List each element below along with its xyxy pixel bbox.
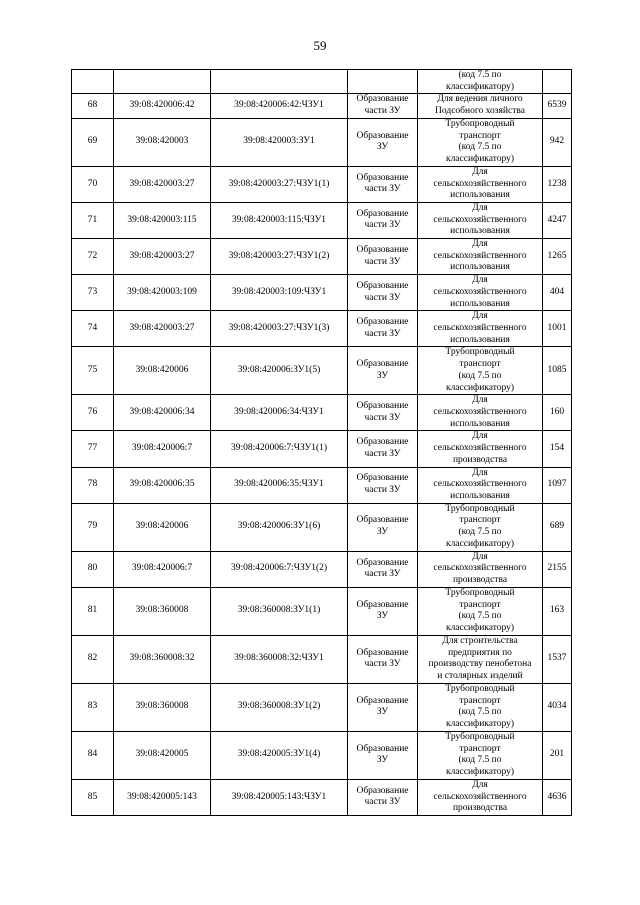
cell-num: 73 xyxy=(72,275,114,311)
purpose-line: классификатору) xyxy=(445,719,515,729)
formation-type-line: Образование xyxy=(356,599,409,610)
purpose-line: сельскохозяйственного xyxy=(433,479,527,490)
cell-new-plot: 39:08:420006:ЗУ1(5) xyxy=(211,347,348,395)
cell-source-plot: 39:08:420005 xyxy=(114,731,211,779)
formation-type-line: Образование xyxy=(356,515,409,526)
formation-type-line: части ЗУ xyxy=(364,797,401,808)
formation-type-line: Образование xyxy=(356,359,409,370)
cell-new-plot: 39:08:420003:27:ЧЗУ1(1) xyxy=(211,166,348,202)
cell-purpose xyxy=(418,551,543,587)
cell-new-plot: 39:08:420003:109:ЧЗУ1 xyxy=(211,275,348,311)
cell-new-plot: 39:08:420003:27:ЧЗУ1(3) xyxy=(211,311,348,347)
formation-type-line: части ЗУ xyxy=(364,449,401,460)
cell-source-plot xyxy=(114,70,211,94)
table-row xyxy=(72,118,572,166)
purpose-line: использования xyxy=(450,298,510,309)
formation-type-line: Образование xyxy=(356,94,409,105)
formation-type-line: Образование xyxy=(356,401,409,412)
cell-num: 74 xyxy=(72,311,114,347)
cell-source-plot: 39:08:360008:32 xyxy=(114,635,211,683)
cell-num: 80 xyxy=(72,551,114,587)
formation-type-line: части ЗУ xyxy=(364,569,401,580)
cell-formation-type xyxy=(348,587,418,635)
purpose-line: Для xyxy=(472,779,488,790)
purpose-line: производства xyxy=(452,803,508,814)
cell-purpose xyxy=(418,635,543,683)
table-row-continuation xyxy=(72,70,572,94)
cell-num: 84 xyxy=(72,731,114,779)
cell-num: 76 xyxy=(72,395,114,431)
purpose-line: классификатору) xyxy=(445,623,515,633)
purpose-line: и столярных изделий xyxy=(437,671,523,681)
cell-area: 1097 xyxy=(543,467,572,503)
cell-new-plot xyxy=(211,70,348,94)
cell-new-plot: 39:08:420006:ЗУ1(6) xyxy=(211,503,348,551)
cell-area: 160 xyxy=(543,395,572,431)
cell-formation-type xyxy=(348,166,418,202)
table-row xyxy=(72,635,572,683)
purpose-line: классификатору) xyxy=(445,154,515,165)
table-body xyxy=(72,70,572,816)
cell-purpose xyxy=(418,347,543,395)
formation-type-line: части ЗУ xyxy=(364,256,401,267)
purpose-line: транспорт xyxy=(459,599,501,610)
cell-new-plot: 39:08:420006:34:ЧЗУ1 xyxy=(211,395,348,431)
purpose-line: (код 7.5 по xyxy=(458,611,502,622)
cell-new-plot: 39:08:420006:42:ЧЗУ1 xyxy=(211,94,348,118)
purpose-line: (код 7.5 по xyxy=(458,142,502,153)
formation-type-line: Образование xyxy=(356,208,409,219)
cell-num: 70 xyxy=(72,166,114,202)
purpose-line: предприятия по xyxy=(448,647,512,658)
cell-formation-type xyxy=(348,683,418,731)
cell-new-plot: 39:08:420006:7:ЧЗУ1(1) xyxy=(211,431,348,467)
cell-formation-type xyxy=(348,635,418,683)
formation-type-line: части ЗУ xyxy=(364,106,401,117)
cell-source-plot: 39:08:420003:109 xyxy=(114,275,211,311)
cell-area: 1265 xyxy=(543,239,572,275)
cell-source-plot: 39:08:420003:27 xyxy=(114,166,211,202)
formation-type-line: части ЗУ xyxy=(364,220,401,231)
table-row xyxy=(72,431,572,467)
cell-num: 69 xyxy=(72,118,114,166)
formation-type-line: Образование xyxy=(356,743,409,754)
cell-formation-type xyxy=(348,347,418,395)
table-row xyxy=(72,779,572,815)
purpose-line: транспорт xyxy=(459,695,501,706)
cell-source-plot: 39:08:420003:115 xyxy=(114,202,211,238)
cell-purpose xyxy=(418,587,543,635)
cell-purpose xyxy=(418,467,543,503)
formation-type-line: ЗУ xyxy=(376,755,389,766)
cell-num: 78 xyxy=(72,467,114,503)
cell-num: 83 xyxy=(72,683,114,731)
cell-num: 81 xyxy=(72,587,114,635)
formation-type-line: Образование xyxy=(356,244,409,255)
cell-area: 6539 xyxy=(543,94,572,118)
purpose-line: Трубопроводный xyxy=(445,347,515,358)
cell-purpose xyxy=(418,202,543,238)
cell-formation-type xyxy=(348,503,418,551)
cell-new-plot: 39:08:420005:ЗУ1(4) xyxy=(211,731,348,779)
cell-purpose xyxy=(418,395,543,431)
cell-area: 1085 xyxy=(543,347,572,395)
cell-source-plot: 39:08:420006:7 xyxy=(114,551,211,587)
purpose-line: Для ведения личного xyxy=(437,94,523,105)
table-row xyxy=(72,275,572,311)
cell-num: 82 xyxy=(72,635,114,683)
formation-type-line: части ЗУ xyxy=(364,184,401,195)
cell-purpose xyxy=(418,239,543,275)
formation-type-line: ЗУ xyxy=(376,142,389,153)
cell-formation-type xyxy=(348,202,418,238)
cell-formation-type xyxy=(348,239,418,275)
purpose-line: Для xyxy=(472,311,488,322)
purpose-line: Трубопроводный xyxy=(445,118,515,129)
cell-num: 77 xyxy=(72,431,114,467)
table-row xyxy=(72,467,572,503)
cell-purpose xyxy=(418,431,543,467)
purpose-line: использования xyxy=(450,190,510,201)
table-row xyxy=(72,239,572,275)
formation-type-line: части ЗУ xyxy=(364,412,401,423)
cell-area: 4247 xyxy=(543,202,572,238)
cell-area: 163 xyxy=(543,587,572,635)
cell-source-plot: 39:08:420006:34 xyxy=(114,395,211,431)
cell-source-plot: 39:08:420006 xyxy=(114,347,211,395)
purpose-line: Для строительства xyxy=(442,635,518,646)
cell-area: 689 xyxy=(543,503,572,551)
purpose-line: транспорт xyxy=(459,743,501,754)
cell-source-plot: 39:08:360008 xyxy=(114,587,211,635)
cell-num xyxy=(72,70,114,94)
cell-num: 85 xyxy=(72,779,114,815)
purpose-line: Подсобного хозяйства xyxy=(435,106,525,117)
cell-purpose xyxy=(418,275,543,311)
formation-type-line: Образование xyxy=(356,437,409,448)
purpose-line: Для xyxy=(472,431,488,442)
purpose-line: производства xyxy=(452,454,508,465)
purpose-line: Для xyxy=(472,395,488,406)
formation-type-line: части ЗУ xyxy=(364,328,401,339)
purpose-line: сельскохозяйственного xyxy=(433,286,527,297)
cell-area: 4034 xyxy=(543,683,572,731)
purpose-line: классификатору) xyxy=(445,81,515,92)
purpose-line: Для xyxy=(472,467,488,478)
purpose-line: Для xyxy=(472,239,488,250)
table-row xyxy=(72,731,572,779)
cell-formation-type xyxy=(348,70,418,94)
purpose-line: сельскохозяйственного xyxy=(433,443,527,454)
cell-formation-type xyxy=(348,551,418,587)
formation-type-line: части ЗУ xyxy=(364,485,401,496)
table-row xyxy=(72,683,572,731)
cell-area: 404 xyxy=(543,275,572,311)
cell-area: 4636 xyxy=(543,779,572,815)
formation-type-line: Образование xyxy=(356,280,409,291)
purpose-line: использования xyxy=(450,262,510,273)
formation-type-line: ЗУ xyxy=(376,527,389,538)
purpose-line: использования xyxy=(450,418,510,429)
purpose-line: Для xyxy=(472,166,488,177)
purpose-line: сельскохозяйственного xyxy=(433,791,527,802)
purpose-line: классификатору) xyxy=(445,767,515,777)
purpose-line: Для xyxy=(472,551,488,562)
cell-area: 154 xyxy=(543,431,572,467)
formation-type-line: Образование xyxy=(356,473,409,484)
cell-purpose xyxy=(418,311,543,347)
cell-formation-type xyxy=(348,311,418,347)
table-row xyxy=(72,94,572,118)
cell-purpose xyxy=(418,166,543,202)
purpose-line: (код 7.5 по xyxy=(458,527,502,538)
purpose-line: транспорт xyxy=(459,515,501,526)
purpose-line: Для xyxy=(472,202,488,213)
cell-purpose xyxy=(418,70,543,94)
table-row xyxy=(72,587,572,635)
purpose-line: (код 7.5 по xyxy=(458,70,502,80)
cell-source-plot: 39:08:420006:42 xyxy=(114,94,211,118)
cell-new-plot: 39:08:420006:7:ЧЗУ1(2) xyxy=(211,551,348,587)
land-plots-table xyxy=(71,69,572,816)
purpose-line: Трубопроводный xyxy=(445,683,515,694)
purpose-line: использования xyxy=(450,226,510,237)
cell-source-plot: 39:08:420005:143 xyxy=(114,779,211,815)
table-row xyxy=(72,311,572,347)
table-row xyxy=(72,395,572,431)
formation-type-line: части ЗУ xyxy=(364,292,401,303)
cell-source-plot: 39:08:420006:7 xyxy=(114,431,211,467)
purpose-line: сельскохозяйственного xyxy=(433,250,527,261)
cell-source-plot: 39:08:420006:35 xyxy=(114,467,211,503)
cell-formation-type xyxy=(348,94,418,118)
cell-new-plot: 39:08:420005:143:ЧЗУ1 xyxy=(211,779,348,815)
formation-type-line: Образование xyxy=(356,695,409,706)
purpose-line: Для xyxy=(472,275,488,286)
cell-source-plot: 39:08:420003:27 xyxy=(114,311,211,347)
cell-area: 1238 xyxy=(543,166,572,202)
cell-new-plot: 39:08:360008:ЗУ1(2) xyxy=(211,683,348,731)
cell-area: 1001 xyxy=(543,311,572,347)
formation-type-line: Образование xyxy=(356,317,409,328)
cell-area xyxy=(543,70,572,94)
purpose-line: производству пенобетона xyxy=(428,659,532,670)
cell-source-plot: 39:08:360008 xyxy=(114,683,211,731)
purpose-line: (код 7.5 по xyxy=(458,755,502,766)
purpose-line: классификатору) xyxy=(445,382,515,393)
purpose-line: Трубопроводный xyxy=(445,587,515,598)
purpose-line: Трубопроводный xyxy=(445,503,515,514)
cell-area: 2155 xyxy=(543,551,572,587)
formation-type-line: Образование xyxy=(356,557,409,568)
cell-new-plot: 39:08:420006:35:ЧЗУ1 xyxy=(211,467,348,503)
formation-type-line: ЗУ xyxy=(376,611,389,622)
cell-purpose xyxy=(418,118,543,166)
purpose-line: сельскохозяйственного xyxy=(433,407,527,418)
formation-type-line: ЗУ xyxy=(376,370,389,381)
cell-purpose xyxy=(418,731,543,779)
purpose-line: сельскохозяйственного xyxy=(433,563,527,574)
formation-type-line: части ЗУ xyxy=(364,659,401,670)
cell-formation-type xyxy=(348,431,418,467)
cell-formation-type xyxy=(348,467,418,503)
cell-formation-type xyxy=(348,731,418,779)
formation-type-line: Образование xyxy=(356,785,409,796)
table-row xyxy=(72,347,572,395)
cell-num: 75 xyxy=(72,347,114,395)
cell-num: 79 xyxy=(72,503,114,551)
cell-purpose xyxy=(418,94,543,118)
cell-area: 201 xyxy=(543,731,572,779)
purpose-line: (код 7.5 по xyxy=(458,370,502,381)
purpose-line: сельскохозяйственного xyxy=(433,214,527,225)
cell-source-plot: 39:08:420003 xyxy=(114,118,211,166)
purpose-line: Трубопроводный xyxy=(445,731,515,742)
cell-num: 72 xyxy=(72,239,114,275)
cell-new-plot: 39:08:420003:ЗУ1 xyxy=(211,118,348,166)
table-row xyxy=(72,166,572,202)
cell-new-plot: 39:08:360008:ЗУ1(1) xyxy=(211,587,348,635)
formation-type-line: ЗУ xyxy=(376,707,389,718)
cell-source-plot: 39:08:420003:27 xyxy=(114,239,211,275)
cell-formation-type xyxy=(348,275,418,311)
formation-type-line: Образование xyxy=(356,172,409,183)
cell-source-plot: 39:08:420006 xyxy=(114,503,211,551)
cell-purpose xyxy=(418,779,543,815)
page-number: 59 xyxy=(313,38,327,53)
cell-num: 71 xyxy=(72,202,114,238)
purpose-line: использования xyxy=(450,490,510,501)
cell-new-plot: 39:08:360008:32:ЧЗУ1 xyxy=(211,635,348,683)
purpose-line: использования xyxy=(450,334,510,345)
cell-new-plot: 39:08:420003:27:ЧЗУ1(2) xyxy=(211,239,348,275)
purpose-line: производства xyxy=(452,575,508,586)
cell-formation-type xyxy=(348,118,418,166)
cell-formation-type xyxy=(348,395,418,431)
cell-formation-type xyxy=(348,779,418,815)
purpose-line: транспорт xyxy=(459,359,501,370)
table-row xyxy=(72,551,572,587)
purpose-line: (код 7.5 по xyxy=(458,707,502,718)
cell-purpose xyxy=(418,503,543,551)
cell-num: 68 xyxy=(72,94,114,118)
purpose-line: классификатору) xyxy=(445,538,515,549)
cell-purpose xyxy=(418,683,543,731)
purpose-line: транспорт xyxy=(459,130,501,141)
table-row xyxy=(72,202,572,238)
cell-area: 942 xyxy=(543,118,572,166)
formation-type-line: Образование xyxy=(356,130,409,141)
formation-type-line: Образование xyxy=(356,647,409,658)
cell-area: 1537 xyxy=(543,635,572,683)
cell-new-plot: 39:08:420003:115:ЧЗУ1 xyxy=(211,202,348,238)
table-row xyxy=(72,503,572,551)
purpose-line: сельскохозяйственного xyxy=(433,322,527,333)
purpose-line: сельскохозяйственного xyxy=(433,178,527,189)
